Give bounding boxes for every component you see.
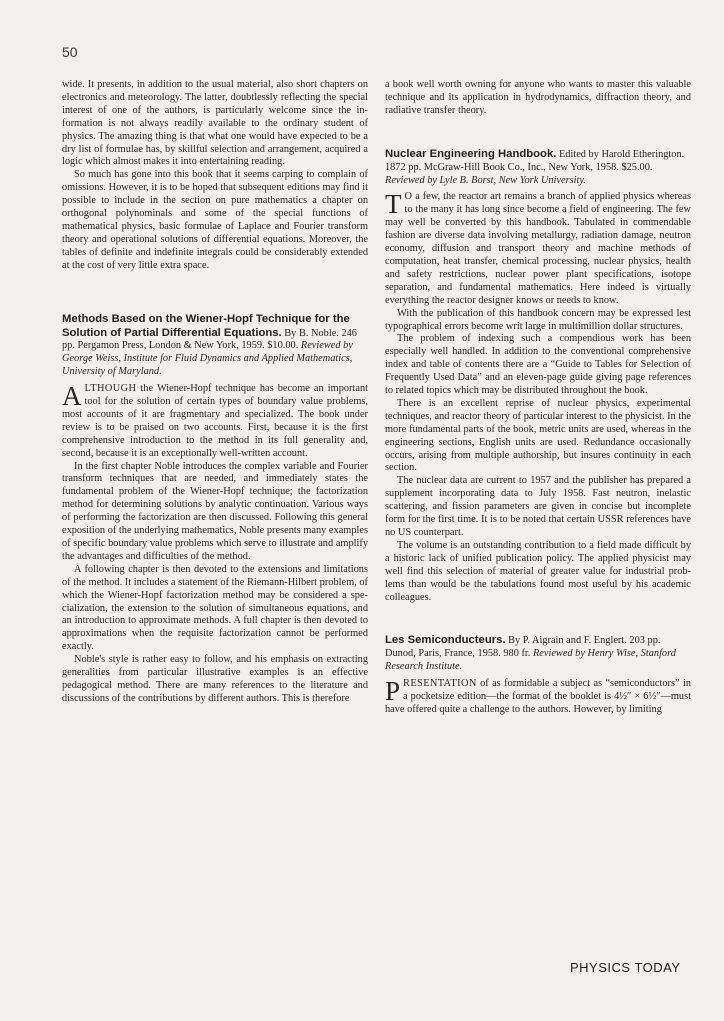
book-citation: By B. Noble. 246 pp. Pergamon Press, London & New York, 1959. $10.00. (62, 327, 357, 352)
review-paragraph: There is an excellent reprise of nuclear physics, experimental techniques, and reactor theory of particular interest to the physicist. In the more fundamental parts of the book, metric units are used, whereas in the engineering sections, English units are used. Redundance occasionally occurs, arising from multiple authorship, but insures continuity in each section. (385, 397, 691, 474)
page-number: 50 (62, 44, 78, 60)
review-opening-paragraph (385, 191, 691, 307)
omissions-paragraph: So much has gone into this book that it seems carping to complain of omissions. However, it is to be hoped that subsequent editions may find it possible to include in the section on pure mathematics a chapter on orthogonal polynominals and some of the special functions of mathematical physics, basic formulae of Laplace and Fourier transform theory and operational solutions of differential equations. Moreover, the tables of definite and indefinite integrals could be considerably extended at the cost of very little extra space. (62, 169, 368, 271)
right-column (385, 79, 691, 717)
review-opening-paragraph (62, 383, 368, 460)
lead-caps: RESENTATION (403, 678, 477, 690)
review-paragraph: In the first chapter Noble introduces the complex variable and Fourier transform techniques that are needed, and immediately states the fundamental problem of the Wiener-Hopf technique; the factorization method for determining solutions by analytic continuation. Various ways of performing the factorization are then discussed. Following this general exposition of the underlying mathematics, Noble presents many examples of specific boundary value problems which serve to illustrate and amplify the advantages and difficulties of the method. (62, 460, 368, 562)
left-column (62, 79, 368, 706)
review-heading-semiconducteurs (385, 634, 691, 674)
review-opening-paragraph (385, 678, 691, 717)
opening-text: the Wiener-Hopf technique has become an important tool for the solution of certain types of boundary value problems, most accounts of it are fragmentary and specialized. The book under review is to be praised on two accounts. First, because it is the first comprehensive introduction to the method in its full generality and, second, because it is an exceptionally well-written account. (62, 383, 368, 459)
review-paragraph: A following chapter is then devoted to the extensions and limitations of the method. It includes a statement of the Riemann-Hilbert problem, of which the Wiener-Hopf factorization method may be considered a specialization, the extension to the solution of simultaneous equations, and an introduction to approximate methods. A full chapter is then devoted to approximations when the requisite factorization cannot be performed exactly. (62, 563, 368, 653)
running-title: PHYSICS TODAY (570, 960, 681, 975)
book-citation: By P. Aigrain and F. Englert. 203 pp. Dunod, Paris, France, 1958. 980 fr. (385, 635, 661, 660)
review-heading-wiener-hopf (62, 313, 368, 380)
review-paragraph: Noble's style is rather easy to follow, and his emphasis on extracting generalities from particular illustrative examples is an effective pedagogical method. There are many references to the literature and discussions of the contributions by different authors. This is therefore (62, 654, 368, 704)
review-paragraph: The problem of indexing such a compendious work has been especially well handled. In addition to the conventional comprehensive index and table of contents there are a “Guide to Tables for Selection of Frequently Used Data” and an eleven-page guide giving page references to related topics which may be distributed throughout the book. (385, 333, 691, 397)
book-title: Methods Based on the Wiener-Hopf Technique for the Solution of Partial Differential Equations. (62, 312, 350, 339)
review-paragraph: The nuclear data are current to 1957 and the publisher has prepared a supplement incorporating data to July 1958. Fast neutron, inelastic scattering, and fission parameters are given in concise but incomplete form for the first time. It is to be noted that certain USSR references have no US counterpart. (385, 475, 691, 538)
review-heading-nuclear-handbook (385, 148, 691, 188)
book-title: Les Semiconducteurs. (385, 634, 506, 647)
reviewer-credit: Reviewed by Lyle B. Borst, New York University. (385, 174, 586, 186)
opening-text: a few, the reactor art remains a branch of applied physics whereas to the many it has long since become a field of engineering. The few may well be converted by this handbook. Tabulated in commendable fashion are diverse data involving metallurgy, radiation damage, neutron economy, diffusion and transport theory and machine methods of computation, heat transfer, chemical processing, nuclear physics, health and safety restrictions, nuclear power plant specifications, isotope separation, and fundamental mathematics. Here indeed is virtually everything the reactor designer knows or needs to know. (385, 191, 691, 306)
book-citation: Edited by Harold Etherington. 1872 pp. McGraw-Hill Book Co., Inc., New York, 1958. $25.00. (385, 148, 685, 173)
review-paragraph: The volume is an outstanding contribution to a field made difficult by a historic lack of unified publication policy. The applied physicist may well find this selection of material of greater value for industrial problems than would be the tabulations found most useful by his academic colleagues. (385, 539, 691, 603)
drop-cap: T (385, 189, 402, 220)
drop-cap: P (385, 676, 401, 707)
review-paragraph: With the publication of this handbook concern may be expressed lest typographical errors become writ large in multimillion dollar structures. (385, 307, 691, 332)
opening-text: of as formidable a subject as “semiconductors” in a pocketsize edition—the format of the booklet is 4½″ × 6½″—must have offered quite a challenge to the authors. However, by limiting (385, 678, 691, 715)
lead-caps: O (404, 191, 413, 203)
continued-paragraph: a book well worth owning for anyone who wants to master this valuable technique and its application in hydrodynamics, diffraction theory, and radiative transfer theory. (385, 79, 691, 116)
lead-caps: LTHOUGH (84, 383, 137, 395)
reviewer-credit: Reviewed by Henry Wise, Stanford Research Institute. (385, 648, 676, 673)
book-title: Nuclear Engineering Handbook. (385, 147, 557, 160)
continued-paragraph: wide. It presents, in addition to the usual material, also short chapters on electronics and meteorology. The latter, doubtlessly reflecting the special interest of one of the authors, is particularly welcome since the information is not always readily available to the ordinary student of physics. The amazing thing is that what one would have expected to be a dry list of formulae has, by skillful selection and arrangement, acquired a logic which almost makes it into entertaining reading. (62, 79, 368, 168)
reviewer-credit: Reviewed by George Weiss, Institute for Fluid Dynamics and Applied Mathematics, University of Maryland. (62, 340, 353, 378)
drop-cap: A (62, 381, 82, 412)
